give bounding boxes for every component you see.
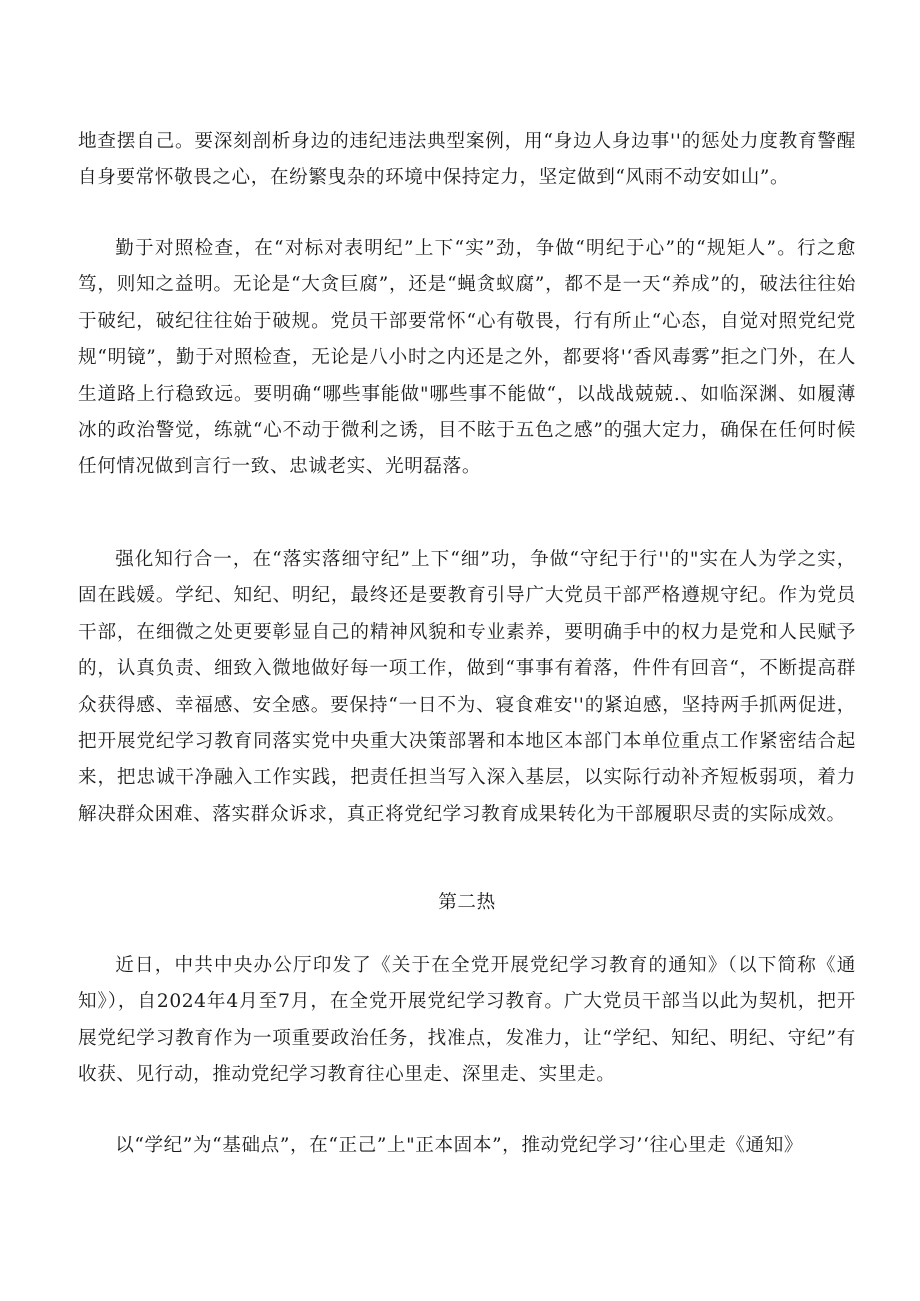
- paragraph-3: 强化知行合一，在“落实落细守纪”上下“细”功，争做“守纪于行''的"实在人为学之实，固在践媛。学纪、知纪、明纪，最终还是要教育引导广大党员干部严格遵规守纪。作为党员干部，在细微之处更要彰显自己的精神风貌和专业素养，要明确手中的权力是党和人民赋予的，认真负责、细致入微地做好每一项工作，做到“事事有着落，件件有回音“，不断提高群众获得感、幸福感、安全感。要保持“一日不为、寝食难安''的紧迫感，坚持两手抓两促进，把开展党纪学习教育同落实党中央重大决策部署和本地区本部门本单位重点工作紧密结合起来，把忠诚干净融入工作实践，把责任担当写入深入基层，以实际行动补齐短板弱项，着力解决群众困难、落实群众诉求，真正将党纪学习教育成果转化为干部履职尽责的实际成效。: [78, 549, 856, 825]
- paragraph-4: 近日，中共中央办公厅印发了《关于在全党开展党纪学习教育的通知》（以下简称《通知》），自2024年4月至7月，在全党开展党纪学习教育。广大党员干部当以此为契机，把开展党纪学习教育作为一项重要政治任务，找准点，发准力，让“学纪、知纪、明纪、守纪”有收获、见行动，推动党纪学习教育往心里走、深里走、实里走。: [78, 955, 856, 1086]
- paragraph-1: 地查摆自己。要深刻剖析身边的违纪违法典型案例，用“身边人身边事''的惩处力度教育警醒自身要常怀敬畏之心，在纷繁曳杂的环境中保持定力，坚定做到“风雨不动安如山”。: [78, 131, 856, 189]
- section-heading: 第二热: [438, 892, 496, 913]
- paragraph-2: 勤于对照检查，在“对标对表明纪”上下“实”劲，争做“明纪于心”的“规矩人”。行之愈笃，则知之益明。无论是“大贪巨腐”，还是“蝇贪蚁腐”，都不是一天“养成”的，破法往往始于破纪，破纪往往始于破规。党员干部要常怀“心有敬畏，行有所止“心态，自觉对照党纪党规“明镜”，勤于对照检查，无论是八小时之内还是之外，都要将'‘香风毒雾”拒之门外，在人生道路上行稳致远。要明确“哪些事能做"哪些事不能做“，以战战兢兢.、如临深渊、如履薄冰的政治警觉，练就“心不动于微利之诱，目不眩于五色之感”的强大定力，确保在任何时候任何情况做到言行一致、忠诚老实、光明磊落。: [78, 238, 856, 478]
- paragraph-5: 以“学纪”为“基础点”，在“正己”上"正本固本”，推动党纪学习’‘往心里走《通知》: [115, 1135, 804, 1156]
